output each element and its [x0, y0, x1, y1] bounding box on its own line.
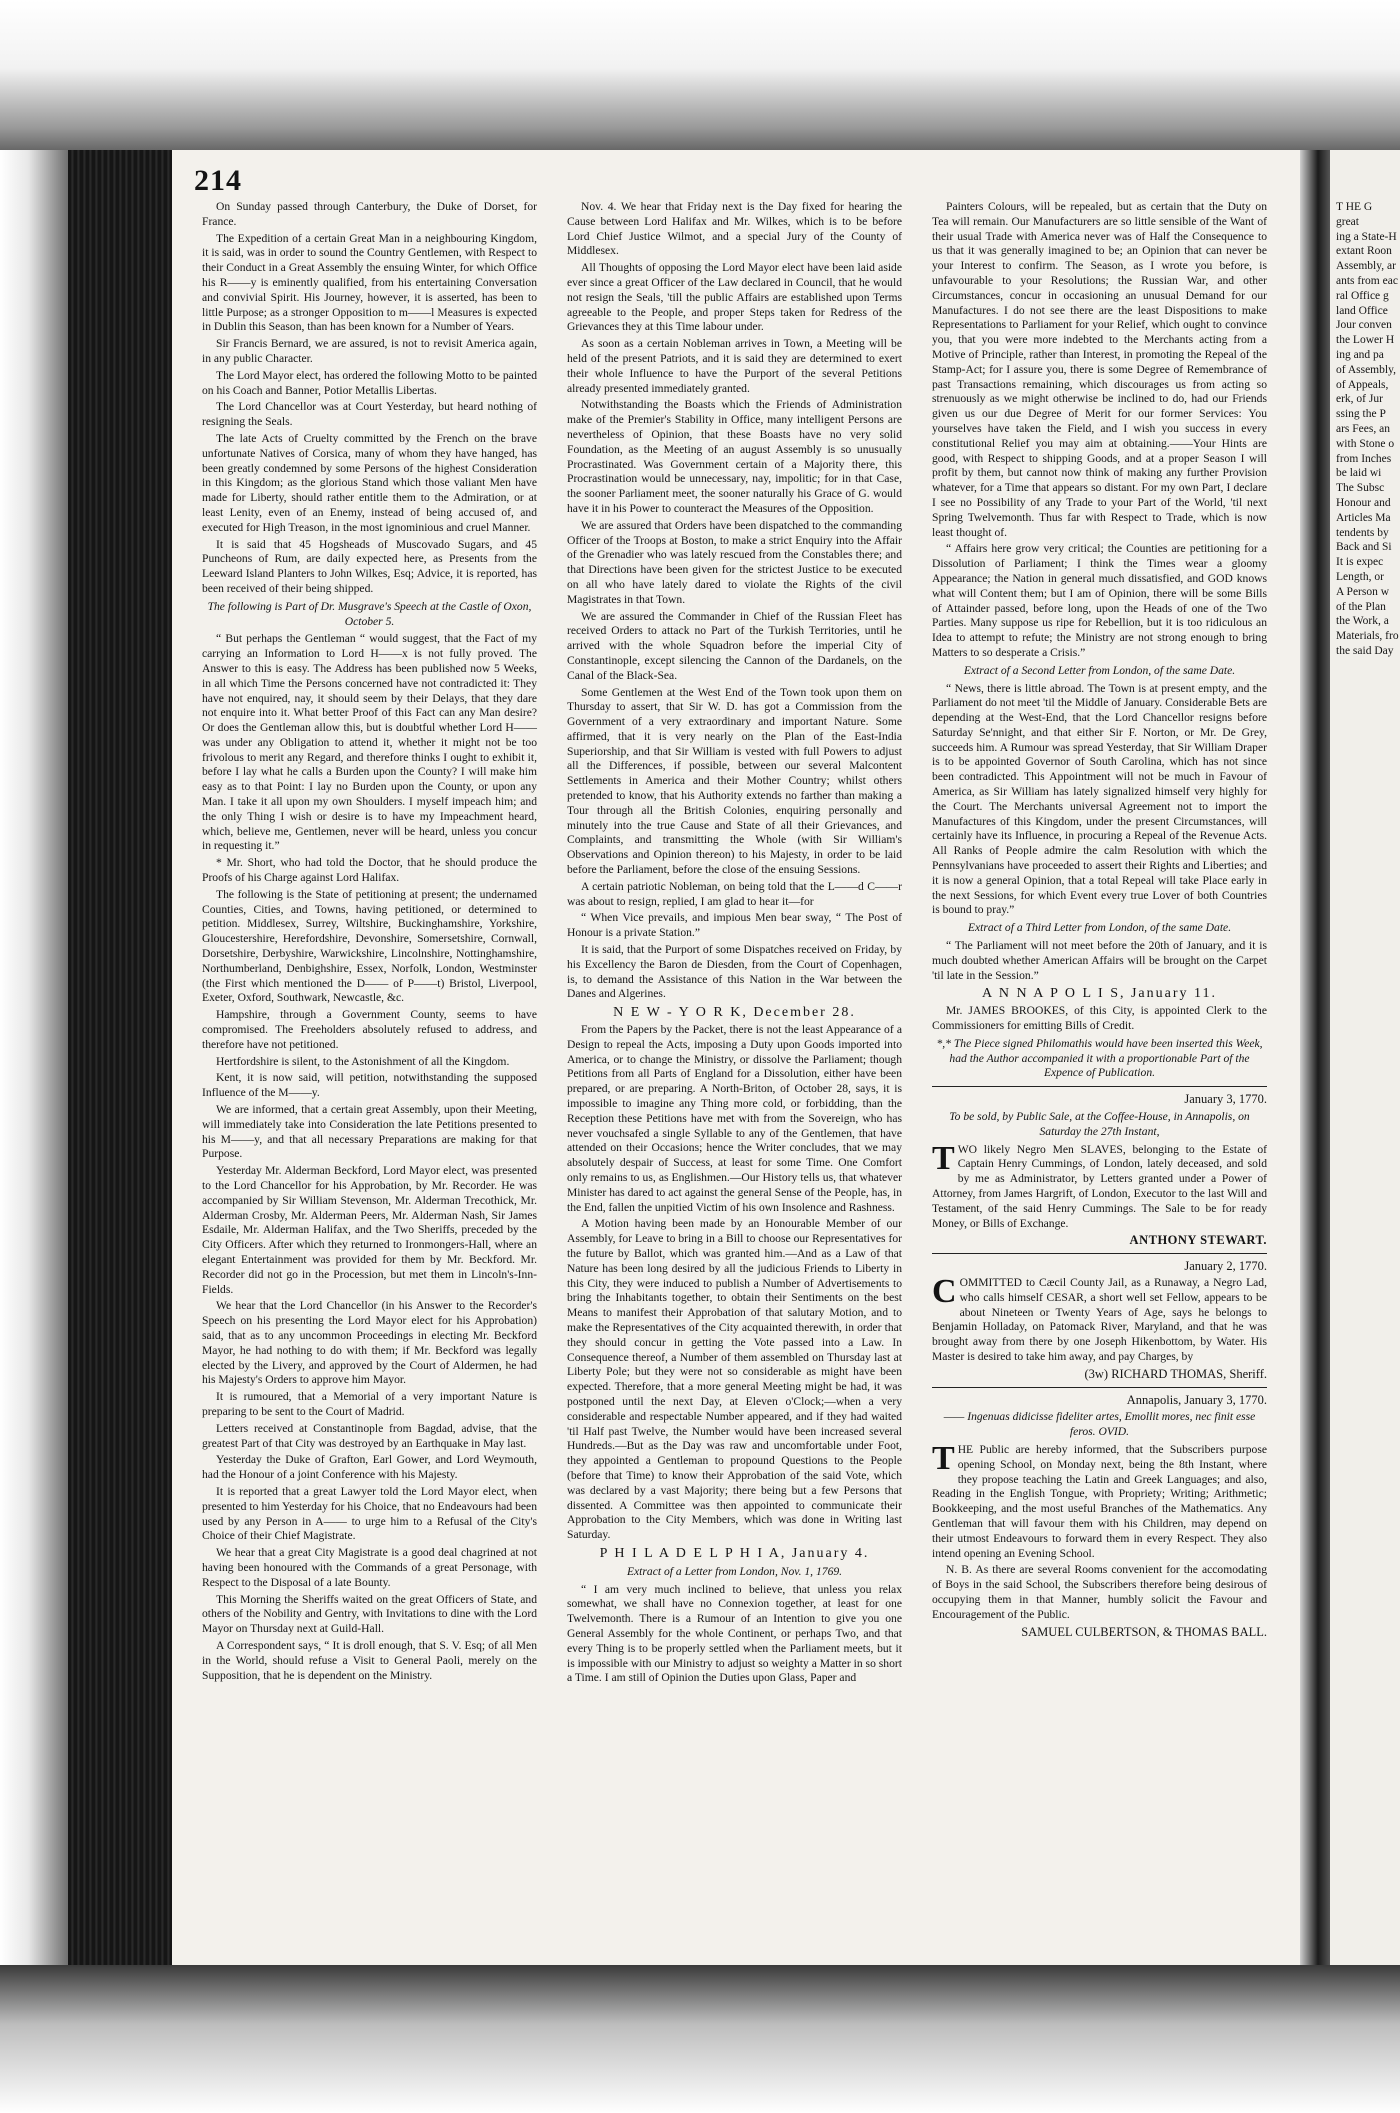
paragraph: We are assured the Commander in Chief of the Russian Fleet has received Orders to attack no Part of the Turkish Territories, until he arrived with the whole Squadron before the imperial City of Constantinople, except silencing the Cannon of the Dardanels, on the Canal of the Black-Sea.: [567, 609, 902, 682]
ad-runaway-body: OMMITTED to Cæcil County Jail, as a Runaway, a Negro Lad, who calls himself CESAR, a short well set Fellow, appears to be about Nineteen or Twenty Years of Age, says he belongs to Benjamin Holladay, on Patomack River, Maryland, and that he was brought away from there by one Joseph Hikenbottom, by Water. His Master is desired to take him away, and pay Charges, by: [932, 1275, 1267, 1363]
column-2: [567, 200, 902, 1688]
ad-slaves-date: January 3, 1770.: [1184, 1092, 1267, 1107]
ad-slaves-body: WO likely Negro Men SLAVES, belonging to the Estate of Captain Henry Cummings, of London, lately deceased, and sold by me as Administrator, by Letters granted under a Power of Attorney, from James Hargrift, of London, Executor to the last Will and Testament, of the said Henry Cummings. The Sale to be for ready Money, or Bills of Exchange.: [932, 1142, 1267, 1230]
next-page-fragments: [1336, 200, 1400, 659]
next-page-strip: [1330, 150, 1400, 1965]
ad-runaway-dropcap: C: [932, 1272, 957, 1310]
divider-rule: [932, 1086, 1267, 1087]
paragraph: A Motion having been made by an Honourable Member of our Assembly, for Leave to bring in a Bill to choose our Representatives for the future by Ballot, which was granted him.—And as a Law of that Nature has been long desired by all the judicious Friends to Liberty in this City, they were induced to publish a Number of Advertisements to bring the Inhabitants together, to obtain their Sentiments on the best Means to manifest their Approbation of that salutary Motion, and to make the Representatives of the City acquainted therewith, in order that they should concur in getting the Vote passed into a Law. In Consequence thereof, a Number of them assembled on Thursday last at Liberty Pole; but they were not so considerable as might have been expected. Therefore, that a more general Meeting might be had, it was postponed until the next Day, at Eleven o'Clock;—when a very considerable and respectable Number appeared, and if they had waited 'til Half past Twelve, the Number would have been increased several Hundreds.—But as the Day was raw and uncomfortable under Foot, they appointed a Gentleman to propound Questions to the People (before that Time) to know their Approbation of the said Vote, which was declared by a vast Majority; there being but a few Persons that dissented. A Committee was then appointed to communicate their Approbation to the City Members, which was done in Writing last Saturday.: [567, 1217, 902, 1542]
next-page-line: A Person w: [1336, 585, 1390, 598]
paragraph: It is said that 45 Hogsheads of Muscovado Sugars, and 45 Puncheons of Rum, are daily expected here, as Presents from the Leeward Island Planters to John Wilkes, Esq; Advice, it is reported, has been received of their being shipped.: [202, 537, 537, 595]
paragraph: As soon as a certain Nobleman arrives in Town, a Meeting will be held of the present Patriots, and it is said they are determined to exert their whole Influence to have the Purport of the several Petitions already presented immediately granted.: [567, 337, 902, 395]
next-page-line: with Stone o: [1336, 437, 1395, 450]
paragraph: * Mr. Short, who had told the Doctor, that he should produce the Proofs of his Charge against Lord Halifax.: [202, 856, 537, 885]
ad-runaway-signature: (3w) RICHARD THOMAS, Sheriff.: [1084, 1366, 1267, 1381]
ad-school-text: [932, 1439, 1267, 1561]
paragraph: We hear that a great City Magistrate is a good deal chagrined at not having been honoured with the Commands of a great Personage, with Respect to the Disposal of a late Bounty.: [202, 1546, 537, 1589]
next-page-line: Length, or: [1336, 570, 1384, 583]
paragraph: Notwithstanding the Boasts which the Friends of Administration make of the Premier's Stability in Office, many intelligent Persons are nevertheless of Opinion, that these Boasts have no very solid Foundation, as the Meeting of an august Assembly is so unusually Procrastinated. Was Government certain of a Majority there, this Procrastination would be unnecessary, nay, impolitic; for in that Case, the sooner Parliament meet, the sooner naturally his Grace of G. would have it in his Power to counteract the Measures of the Opposition.: [567, 398, 902, 515]
paragraph: The Expedition of a certain Great Man in a neighbouring Kingdom, it is said, was in order to sound the Country Gentlemen, with Respect to their Conduct in a Great Assembly the ensuing Winter, for which Office his R——y is eminently qualified, from his entertaining Conversation and convivial Spirit. His Journey, however, it is asserted, has been to little Purpose; as a stronger Opposition to m——l Measures is expected in Dublin this Season, than has been known for a Number of Years.: [202, 231, 537, 334]
paragraph: Painters Colours, will be repealed, but as certain that the Duty on Tea will remain. Our Manufacturers are so little sensible of the Want of their usual Trade with America never was of Half the Consequence to us that it was generally imagined to be; an Opinion that can never be your Interest to confirm. The Season, as I wrote you before, is unfavourable to your Resolutions; the Russian War, and other Circumstances, concur in occasioning an unusual Demand for our Manufactures. I do not see there are the least Dispositions to make Representations to Parliament for your Relief, which ought to convince you, that you were more indebted to the Merchants acting from a Motive of Principle, rather than Interest, in promoting the Repeal of the Stamp-Act; for I assure you, there is some Degree of Remembrance of past Transactions remaining, which discourages us from acting so strenuously as we might otherwise be inclined to do, had our Friends given us our due Degree of Merit for our former Services: You yourselves have taken the Field, and I wish you success in every constitutional Relief you may aim at obtaining.——Your Hints are good, with Respect to shipping Goods, and at a proper Season I will profit by them, but cannot now think of making any further Provision whatever, for a Time that appears so distant. For my own Part, I declare I see no Possibility of any Trade to your Part of the World, 'til next Spring Twelvemonth. Thus far with Respect to Trade, which is now least thought of.: [932, 200, 1267, 539]
ad-school-signature: SAMUEL CULBERTSON, & THOMAS BALL.: [1021, 1624, 1267, 1639]
next-page-line: Honour and: [1336, 496, 1391, 509]
next-page-line: ssing the P: [1336, 408, 1386, 421]
next-page-line: of the Plan: [1336, 600, 1386, 613]
ad-slaves-signature: ANTHONY STEWART.: [1129, 1233, 1267, 1248]
paragraph: “ News, there is little abroad. The Town is at present empty, and the Parliament do not meet 'til the Middle of January. Considerable Bets are depending at the West-End, that the Lord Chancellor resigns before Saturday Se'nnight, and that either Sir F. Norton, or Mr. De Grey, succeeds him. A Rumour was spread Yesterday, that Sir William Draper is to be appointed Governor of South Carolina, which has not since been contradicted. This Appointment will not be much in Favour of America, as Sir William has lately signalized himself very highly for the Court. The Merchants universal Agreement not to import the Manufactures of this Kingdom, under the present Circumstances, will certainly have its Influence, in procuring a Repeal of the Revenue Acts. All Ranks of People admire the calm Resolution with which the Pennsylvanians have proceeded to assert their Rights and Liberties; and it is now a general Opinion, that a total Repeal will take Place early in the next Sessions, for which Event every true Lover of both Countries is bound to pray.”: [932, 681, 1267, 917]
paragraph: We are informed, that a certain great Assembly, upon their Meeting, will immediately take into Consideration the late Petitions presented to his M——y, and that all necessary Preparations are making for that Purpose.: [202, 1103, 537, 1161]
ad-slaves-dropcap: T: [932, 1139, 955, 1177]
divider-rule-2: [932, 1253, 1267, 1254]
paragraph: We hear that the Lord Chancellor (in his Answer to the Recorder's Speech on his presenting the Lord Mayor elect for his Approbation) said, that as to any uncommon Proceedings in electing Mr. Beckford Mayor, he had nothing to do with them; if Mr. Beckford was legally elected by the Livery, and approved by the Court of Aldermen, he had his Majesty's Orders to approve him Mayor.: [202, 1299, 537, 1387]
paragraph: Sir Francis Bernard, we are assured, is not to revisit America again, in any public Character.: [202, 337, 537, 365]
next-page-line: Assembly, ar: [1336, 260, 1396, 273]
book-gutter: [1300, 150, 1330, 1965]
scan-bottom-margin: [0, 1965, 1400, 2113]
ad-runaway-date: January 2, 1770.: [1184, 1259, 1267, 1274]
next-page-line: from Inches: [1336, 452, 1392, 465]
column-3-paragraphs: [932, 200, 1267, 661]
third-letter-heading: Extract of a Third Letter from London, of the same Date.: [967, 921, 1232, 935]
next-page-line: ars Fees, an: [1336, 422, 1390, 435]
paragraph: “ Affairs here grow very critical; the Counties are petitioning for a Dissolution of Parliament; I think the Times wear a gloomy Appearance; the Nation in general much dissatisfied, and GOD knows what will Content them; but I am of Opinion, there will be some Bills of Attainder passed, before long, upon the Heads of one of the Two Parties. Many suppose us ripe for Rebellion, but it is too ridiculous an Idea to attempt to refute; the Ministry are not strong enough to bring Matters to so desperate a Crisis.”: [932, 542, 1267, 659]
next-page-line: It is expec: [1336, 556, 1384, 569]
next-page-line: Materials, fro: [1336, 630, 1399, 643]
column-3-paragraphs-b: [932, 682, 1267, 919]
next-page-line: Jour conven: [1336, 319, 1392, 332]
next-page-line: The Subsc: [1336, 482, 1385, 495]
ad-school-nb: N. B. As there are several Rooms convenient for the accomodating of Boys in the said School, the Subscribers therefore being desirous of occupying them in that Manner, humbly solicit the Favour and Encouragement of the Public.: [932, 1563, 1267, 1621]
column-2-paragraphs-b: [567, 1023, 902, 1543]
next-page-line: tendents by: [1336, 526, 1389, 539]
paragraph: On Sunday passed through Canterbury, the Duke of Dorset, for France.: [202, 200, 537, 228]
ad-runaway-text: [932, 1272, 1267, 1365]
divider-rule-3: [932, 1387, 1267, 1388]
column-1: [202, 200, 537, 1685]
next-page-line: Articles Ma: [1336, 511, 1391, 524]
paragraph: Hertfordshire is silent, to the Astonishment of all the Kingdom.: [216, 1054, 510, 1068]
paragraph: Nov. 4. We hear that Friday next is the Day fixed for hearing the Cause between Lord Halifax and Mr. Wilkes, which is to be before Lord Chief Justice Wilmot, and a special Jury of the County of Middlesex.: [567, 200, 902, 258]
next-page-line: Back and Si: [1336, 541, 1392, 554]
paragraph: This Morning the Sheriffs waited on the great Officers of State, and others of the Nobility and Gentry, with Invitations to dine with the Lord Mayor on Thursday next at Guild-Hall.: [202, 1592, 537, 1636]
clerk-notice: Mr. JAMES BROOKES, of this City, is appointed Clerk to the Commissioners for emitting Bills of Credit.: [932, 1004, 1267, 1033]
paragraph: Some Gentlemen at the West End of the Town took upon them on Thursday to assert, that Sir W. D. has got a Commission from the Government of a very extraordinary and important Nature. Some affirmed, that it is very nearly on the Plan of the East-India Superiorship, and that Sir William is vested with full Powers to adjust all the Differences, if possible, between our several Malcontent Settlements in America and their Mother Country; whilst others pretended to know, that his Authority extends no farther than making a Tour through all the British Colonies, enquiring personally and minutely into the true Cause and State of all their Grievances, and Complaints, and transmitting the Whole (with Sir William's Observations and Opinion thereon) to his Majesty, in order to be laid before the Parliament, before the close of the ensuing Sessions.: [567, 685, 902, 877]
next-page-line: great: [1336, 215, 1359, 228]
paragraph: It is rumoured, that a Memorial of a very important Nature is preparing to be sent to the Court of Madrid.: [202, 1390, 537, 1418]
scan-left-margin: [0, 150, 70, 2113]
paragraph: A Correspondent says, “ It is droll enough, that S. V. Esq; of all Men in the World, should refuse a Visit to General Paoli, merely on the Supposition, that he is dependent on the Ministry.: [202, 1638, 537, 1682]
second-letter-heading: Extract of a Second Letter from London, of the same Date.: [963, 663, 1236, 677]
paragraph: Letters received at Constantinople from Bagdad, advise, that the greatest Part of that City was destroyed by an Earthquake in May last.: [202, 1421, 537, 1450]
next-page-line: the Lower H: [1336, 334, 1395, 347]
third-letter-text: “ The Parliament will not meet before the 20th of January, and it is much doubted whether American Affairs will be brought on the Carpet 'til late in the Session.”: [932, 939, 1267, 982]
next-page-line: ral Office g: [1336, 289, 1389, 302]
scan-top-margin: [0, 0, 1400, 170]
ad-slaves-text: [932, 1139, 1267, 1232]
next-page-line: ing a State-H: [1336, 230, 1397, 243]
new-york-dateline: N E W - Y O R K, December 28.: [613, 1005, 856, 1021]
next-page-line: land Office: [1336, 304, 1388, 317]
column-1-paragraphs: [202, 200, 537, 597]
next-page-line: the said Day: [1336, 644, 1394, 657]
next-page-line: ing and pa: [1336, 348, 1384, 361]
ad-school-dropcap: T: [932, 1439, 955, 1477]
paragraph: The following is the State of petitioning at present; the undernamed Counties, Cities, and Towns, having petitioned, or determined to petition. Middlesex, Surrey, Wiltshire, Buckinghamshire, Yorkshire, Gloucestershire, Herefordshire, Devonshire, Somersetshire, Cornwall, Dorsetshire, Derbyshire, Warwickshire, Lincolnshire, Nottinghamshire, Northumberland, Denbighshire, Essex, Norfolk, London, Westminster (the First which mentioned the D—— of P——t) Bristol, Liverpool, Exeter, Oxford, Southwark, Newcastle, &c.: [202, 887, 537, 1005]
paragraph: The late Acts of Cruelty committed by the French on the brave unfortunate Natives of Corsica, many of whom they have hanged, has been greatly condemned by some Persons of the highest Consideration in this Kingdom; as the glorious Stand which those valiant Men have made for Liberty, should rather entitle them to the Admiration, or at least Lenity, even of an Enemy, instead of being accused of, and executed for High Treason, in the most ignominious and cruel Manner.: [202, 431, 537, 534]
next-page-line: be laid wi: [1336, 467, 1382, 480]
paragraph: Yesterday the Duke of Grafton, Earl Gower, and Lord Weymouth, had the Honour of a joint Conference with his Majesty.: [202, 1453, 537, 1482]
next-page-line: of Appeals,: [1336, 378, 1389, 391]
paragraph: Hampshire, through a Government County, seems to have compromised. The Freeholders absolutely refused to address, and therefore have not petitioned.: [202, 1008, 537, 1051]
next-page-line: erk, of Jur: [1336, 393, 1383, 406]
next-page-line: of Assembly,: [1336, 363, 1396, 376]
paragraph: All Thoughts of opposing the Lord Mayor elect have been laid aside ever since a great Officer of the Law declared in Council, that he would not resign the Seals, 'till the public Affairs are established upon Terms agreeable to the People, and proper Steps taken for Redress of the Grievances they at this Time labour under.: [567, 261, 902, 334]
speech-heading: The following is Part of Dr. Musgrave's Speech at the Castle of Oxon, October 5.: [207, 599, 532, 628]
page-number: 214: [194, 164, 242, 197]
paragraph: The Lord Mayor elect, has ordered the following Motto to be painted on his Coach and Banner, Potior Metallis Libertas.: [202, 368, 537, 397]
column-2-paragraphs: [567, 200, 902, 1002]
annapolis-dateline: A N N A P O L I S, January 11.: [982, 986, 1217, 1002]
column-3: [932, 200, 1267, 1641]
paragraph: “ But perhaps the Gentleman “ would suggest, that the Fact of my carrying an Information to Lord H——x is not fully proved. The Answer to this is easy. The Address has been published now 5 Weeks, in all which Time the Persons concerned have not contradicted it: They have not enquired, nay, it should seem by their Delays, that they dare not enquire into it. What better Proof of this Fact can any Man desire? Or does the Gentleman allow this, but is doubtful whether Lord H—— was under any Obligation to attend it, whether it might not be too frivolous to merit any Regard, and therefore thinks I ought to exhibit it, before I lay what he calls a Burden upon the County? I will make him easy as to that Point: I lay no Burden upon the County, or upon any Man. I take it all upon my own Shoulders. I myself impeach him; and the only Thing I wish or desire is to have my Impeachment heard, which, believe me, Gentlemen, never will be heard, unless you concur in requesting it.”: [202, 632, 537, 853]
next-page-line: the Work, a: [1336, 615, 1389, 628]
letter-extract-text: “ I am very much inclined to believe, that unless you relax somewhat, we shall have no Connexion together, at least for one Twelvemonth. There is a Rumour of an Intention to give you one General Assembly for the whole Continent, or perhaps Two, and that every Thing is to be properly settled when the Parliament meets, but it is impossible with our Ministry to adjust so weighty a Matter in so short a Time. I am still of Opinion the Duties upon Glass, Paper and: [567, 1582, 902, 1685]
paragraph: It is reported that a great Lawyer told the Lord Mayor elect, when presented to him Yesterday for his Choice, that no Endeavours had been used by any Person in A—— to urge him to a Refusal of the City's Choice of their Chief Magistrate.: [202, 1484, 537, 1543]
paragraph: A certain patriotic Nobleman, on being told that the L——d C——r was about to resign, replied, I am glad to hear it—for: [567, 879, 902, 908]
editor-note: *,* The Piece signed Philomathis would have been inserted this Week, had the Author accompanied it with a proportionable Part of the Expence of Publication.: [936, 1036, 1263, 1080]
book-page-edges: [68, 150, 178, 1970]
philadelphia-dateline: P H I L A D E L P H I A, January 4.: [599, 1545, 870, 1561]
paragraph: We are assured that Orders have been dispatched to the commanding Officer of the Troops at Boston, to make a strict Enquiry into the Affair of the Grenadier who was lately rescued from the Constables there; and that Directions have been given for the strictest Justice to be executed on all who have lately dared to violate the Rights of the civil Magistrates in that Town.: [567, 518, 902, 606]
paragraph: Kent, it is now said, will petition, notwithstanding the supposed Influence of the M——y.: [202, 1071, 537, 1100]
ad-school-body: HE Public are hereby informed, that the Subscribers purpose opening School, on Monday next, being the 8th Instant, where they propose teaching the Latin and Greek Languages; and also, Reading in the English Tongue, with Propriety; Writing; Arithmetic; Bookkeeping, and the most useful Branches of the Mathematics. Any Gentleman that will favour them with his Children, may depend on their utmost Endeavours to forward them in every Respect. They also intend opening an Evening School.: [932, 1442, 1267, 1560]
newspaper-page: [172, 150, 1304, 1965]
ad-slaves-lead: To be sold, by Public Sale, at the Coffee-House, in Annapolis, on Saturday the 27th Instant,: [949, 1110, 1250, 1138]
ad-school-motto: —— Ingenuas didicisse fideliter artes, Emollit mores, nec finit esse feros. OVID.: [943, 1410, 1256, 1439]
next-page-line: ants from eac: [1336, 274, 1398, 287]
paragraph: The Lord Chancellor was at Court Yesterday, but heard nothing of resigning the Seals.: [202, 400, 537, 429]
paragraph: It is said, that the Purport of some Dispatches received on Friday, by his Excellency the Baron de Diesden, from the Court of Copenhagen, is, to demand the Assistance of this Nation in the War between the Danes and Algerines.: [567, 943, 902, 1001]
paragraph: From the Papers by the Packet, there is not the least Appearance of a Design to repeal the Acts, imposing a Duty upon Goods imported into America, or to change the Ministry, or dissolve the Parliament; though Petitions from all Parts of England for a Dissolution, either have been prepared, or are preparing. A North-Briton, of October 28, says, it is impossible to imagine any Thing more cold, or forbidding, than the Reception these Petitions have met with from the Sovereign, who has never vouchsafed a single Syllable to any of the Gentlemen, that have attended on their Occasions; hence the Writer concludes, that we may absolutely despair of Success, at least for some Time. One Comfort only remains to us, as Englishmen.—Our History tells us, that whatever Minister has dared to act against the general Sense of the People, has, in the End, fallen the unpitied Victim of his own Insolence and Rashness.: [567, 1023, 902, 1214]
column-1-paragraphs-b: [202, 632, 537, 1683]
paragraph: “ When Vice prevails, and impious Men bear sway, “ The Post of Honour is a private Station.”: [567, 911, 902, 940]
next-page-line: T HE G: [1336, 201, 1373, 213]
paragraph: Yesterday Mr. Alderman Beckford, Lord Mayor elect, was presented to the Lord Chancellor for his Approbation, by Mr. Recorder. He was accompanied by Sir William Stevenson, Mr. Alderman Trecothick, Mr. Alderman Crosby, Mr. Alderman Peers, Mr. Alderman Nash, Sir James Esdaile, Mr. Alderman Halifax, and the Two Sheriffs, preceded by the City Officers. After which they returned to Ironmongers-Hall, where an elegant Entertainment was provided for them by Mr. Beckford. Mr. Recorder did not go in the Procession, but met them in Lincoln's-Inn-Fields.: [202, 1164, 537, 1296]
ad-school-date: Annapolis, January 3, 1770.: [1126, 1392, 1267, 1407]
letter-extract-heading: Extract of a Letter from London, Nov. 1, 1769.: [626, 1564, 843, 1578]
next-page-line: extant Roon: [1336, 245, 1392, 258]
